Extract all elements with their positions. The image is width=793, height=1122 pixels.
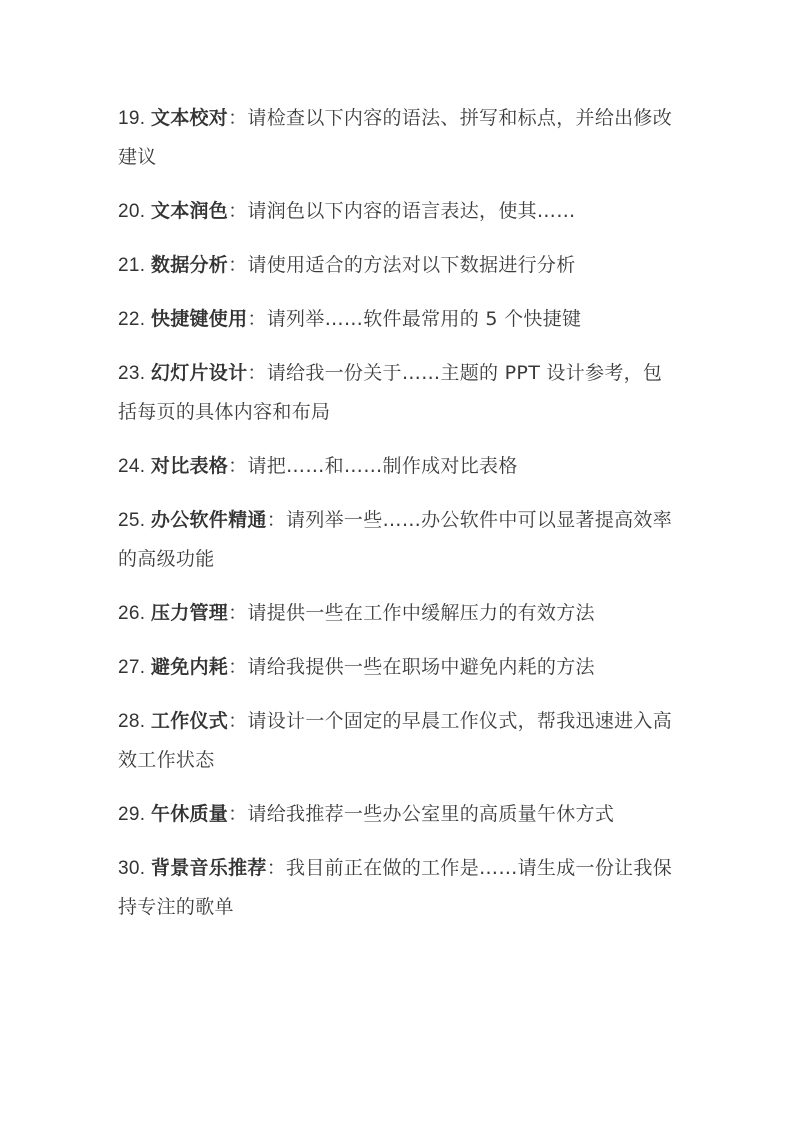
list-item [118, 300, 675, 339]
item-title: 快捷键使用 [150, 308, 248, 330]
item-title: 文本校对 [150, 107, 229, 129]
item-number: 19. [118, 108, 151, 129]
item-description: 请给我一份关于……主题的 PPT 设计参考，包括每页的具体内容和布局 [118, 362, 663, 423]
item-title: 幻灯片设计 [150, 362, 248, 384]
item-separator: ： [266, 509, 287, 531]
item-title: 文本润色 [150, 200, 229, 222]
item-description: 请把……和……制作成对比表格 [247, 455, 518, 477]
item-title: 数据分析 [150, 254, 229, 276]
item-description: 我目前正在做的工作是……请生成一份让我保持专注的歌单 [118, 857, 673, 918]
item-separator: ： [228, 656, 248, 678]
list-item [118, 246, 675, 285]
item-description: 请提供一些在工作中缓解压力的有效方法 [247, 602, 595, 624]
item-number: 25. [118, 510, 151, 531]
list-item [118, 501, 675, 579]
item-number: 30. [118, 858, 151, 879]
item-number: 20. [118, 201, 151, 222]
item-separator: ： [228, 602, 248, 624]
list-item [118, 594, 675, 633]
item-number: 27. [118, 657, 151, 678]
item-number: 26. [118, 603, 151, 624]
item-description: 请给我提供一些在职场中避免内耗的方法 [247, 656, 595, 678]
list-item [118, 192, 675, 231]
item-description: 请使用适合的方法对以下数据进行分析 [247, 254, 576, 276]
item-title: 对比表格 [150, 455, 229, 477]
item-number: 21. [118, 255, 151, 276]
item-separator: ： [266, 857, 287, 879]
item-separator: ： [228, 455, 248, 477]
item-number: 29. [118, 804, 151, 825]
item-description: 请设计一个固定的早晨工作仪式，帮我迅速进入高效工作状态 [118, 710, 673, 771]
item-title: 午休质量 [150, 803, 229, 825]
item-number: 24. [118, 456, 151, 477]
list-item [118, 354, 675, 432]
item-title: 背景音乐推荐 [150, 857, 267, 879]
item-description: 请列举……软件最常用的 5 个快捷键 [266, 308, 582, 330]
item-title: 压力管理 [150, 602, 229, 624]
item-description: 请润色以下内容的语言表达，使其…… [247, 200, 576, 222]
list-item [118, 702, 675, 780]
item-separator: ： [228, 803, 248, 825]
list-item [118, 648, 675, 687]
item-number: 28. [118, 711, 151, 732]
item-title: 工作仪式 [150, 710, 229, 732]
item-separator: ： [228, 200, 248, 222]
item-separator: ： [247, 362, 267, 384]
item-number: 22. [118, 309, 151, 330]
item-number: 23. [118, 363, 151, 384]
item-separator: ： [228, 710, 248, 732]
list-item [118, 447, 675, 486]
item-separator: ： [247, 308, 267, 330]
item-separator: ： [228, 254, 248, 276]
item-title: 避免内耗 [150, 656, 229, 678]
item-description: 请列举一些……办公软件中可以显著提高效率的高级功能 [118, 509, 673, 570]
item-title: 办公软件精通 [150, 509, 267, 531]
item-separator: ： [228, 107, 248, 129]
item-description: 请给我推荐一些办公室里的高质量午休方式 [247, 803, 615, 825]
item-description: 请检查以下内容的语法、拼写和标点，并给出修改建议 [118, 107, 673, 168]
list-item [118, 849, 675, 927]
list-item [118, 795, 675, 834]
list-item [118, 99, 675, 177]
